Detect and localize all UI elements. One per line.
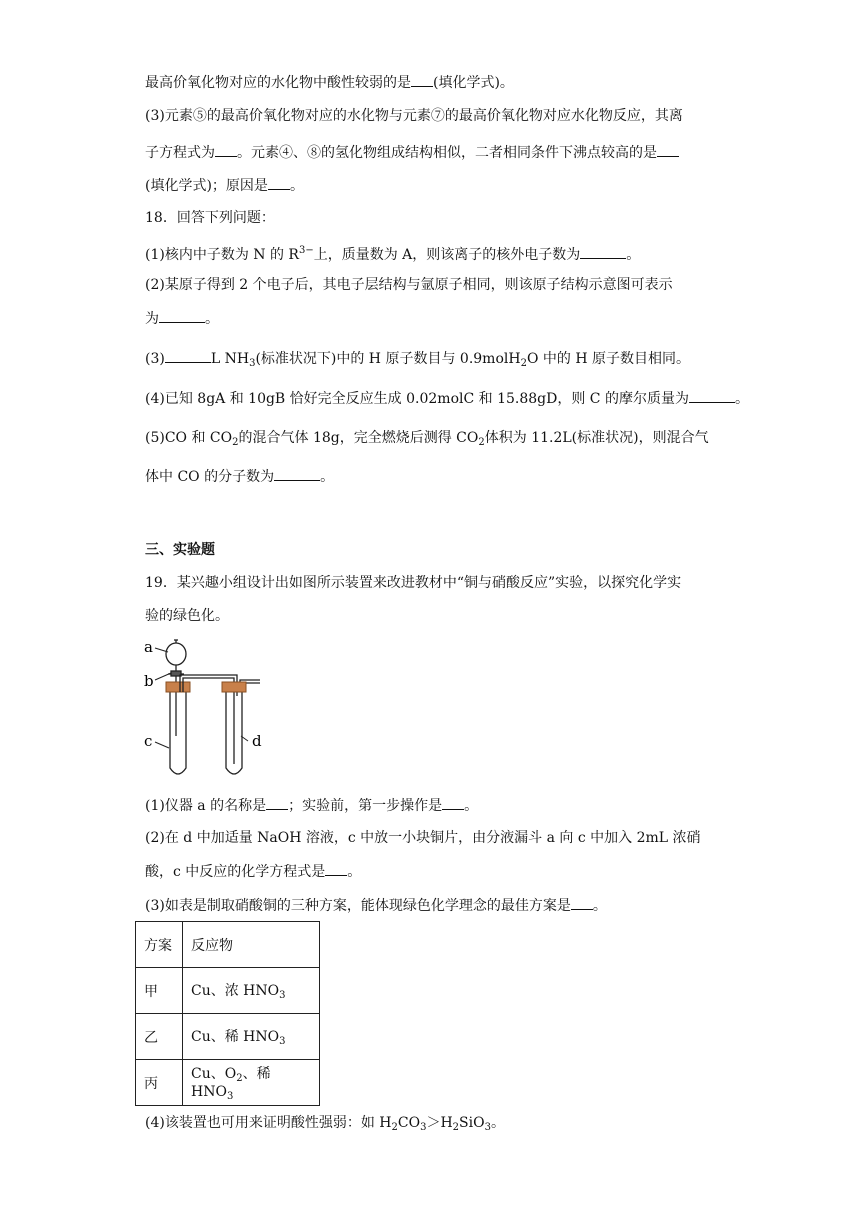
table-cell-plan: 乙: [136, 1014, 183, 1060]
label-d: d: [252, 732, 262, 750]
table-cell-reactants: Cu、稀 $HNO_3$: [183, 1014, 320, 1060]
answer-blank[interactable]: [266, 795, 288, 810]
q18-part3: (3) L $NH_3$(标准状况下)中的 H 原子数目与 0.9molH$_2$O 中的 H 原子数目相同。: [145, 348, 690, 374]
reaction-plan-table: [135, 921, 320, 1106]
answer-blank[interactable]: [411, 72, 433, 87]
label-b: b: [144, 672, 154, 690]
q17-line3: 子方程式为 。元素④、⑧的氢化物组成结构相似，二者相同条件下沸点较高的是: [145, 142, 679, 163]
section-heading: 三、实验题: [145, 542, 215, 558]
table-row: [136, 968, 320, 1014]
table-header-cell: 方案: [136, 922, 183, 968]
answer-blank[interactable]: [215, 142, 237, 157]
q17-line2: (3)元素⑤的最高价氧化物对应的水化物与元素⑦的最高价氧化物对应水化物反应，其离: [145, 108, 683, 124]
table-header-cell: 反应物: [183, 922, 320, 968]
table-cell-plan: 甲: [136, 968, 183, 1014]
answer-blank[interactable]: [165, 348, 211, 363]
table-header-row: [136, 922, 320, 968]
q19-part4: (4)该装置也可用来证明酸性强弱：如 $H_2CO_3>H_2SiO_3$。: [145, 1115, 505, 1133]
answer-blank[interactable]: [325, 861, 347, 876]
label-c: c: [144, 732, 153, 750]
q18-title: 18．回答下列问题：: [145, 210, 275, 226]
table-cell-plan: 丙: [136, 1060, 183, 1106]
q18-part5: (5)CO 和 $CO_2$的混合气体 18g，完全燃烧后测得 $CO_2$体积为 11.2L(标准状况)，则混合气: [145, 430, 709, 448]
q17-line1: 最高价氧化物对应的水化物中酸性较弱的是 (填化学式)。: [145, 72, 514, 93]
answer-blank[interactable]: [689, 388, 735, 403]
answer-blank[interactable]: [571, 895, 593, 910]
q17-line4: (填化学式)；原因是 。: [145, 175, 304, 196]
answer-blank[interactable]: [159, 308, 205, 323]
stopper-c: [166, 682, 190, 692]
q19-intro-1: 19．某兴趣小组设计出如图所示装置来改进教材中“铜与硝酸反应”实验，以探究化学实: [145, 575, 682, 591]
answer-blank[interactable]: [580, 244, 626, 259]
table-row: [136, 1060, 320, 1106]
q18-part4: (4)已知 8gA 和 10gB 恰好完全反应生成 0.02molC 和 15.88gD，则 C 的摩尔质量为 。: [145, 388, 749, 409]
answer-blank[interactable]: [442, 795, 464, 810]
answer-blank[interactable]: [274, 466, 320, 481]
test-tube-d: [226, 680, 260, 774]
table-cell-reactants: Cu、浓 $HNO_3$: [183, 968, 320, 1014]
q19-part2: (2)在 d 中加适量 NaOH 溶液，c 中放一小块铜片，由分液漏斗 a 向 c 中加入 2mL 浓硝: [145, 830, 701, 846]
q18-part2-cont: 为 。: [145, 308, 219, 329]
q19-part3: (3)如表是制取硝酸铜的三种方案，能体现绿色化学理念的最佳方案是 。: [145, 895, 607, 916]
q18-part1: (1)核内中子数为 N 的 $R^{3-}$上，质量数为 A，则该离子的核外电子数为 。: [145, 245, 641, 263]
q19-intro-2: 验的绿色化。: [145, 608, 229, 624]
apparatus-figure: [140, 636, 280, 786]
q19-part2-cont: 酸，c 中反应的化学方程式是 。: [145, 861, 361, 882]
test-tube-c: [170, 692, 186, 774]
table-cell-reactants: Cu、$O_2$、稀 $HNO_3$: [183, 1060, 320, 1106]
stopper-d: [222, 682, 246, 692]
q18-part5-cont: 体中 CO 的分子数为 。: [145, 466, 334, 487]
table-row: [136, 1014, 320, 1060]
label-a: a: [144, 638, 153, 656]
answer-blank[interactable]: [657, 142, 679, 157]
q18-part2: (2)某原子得到 2 个电子后，其电子层结构与氩原子相同，则该原子结构示意图可表示: [145, 277, 673, 293]
q19-part1: (1)仪器 a 的名称是 ；实验前，第一步操作是 。: [145, 795, 478, 816]
answer-blank[interactable]: [268, 175, 290, 190]
